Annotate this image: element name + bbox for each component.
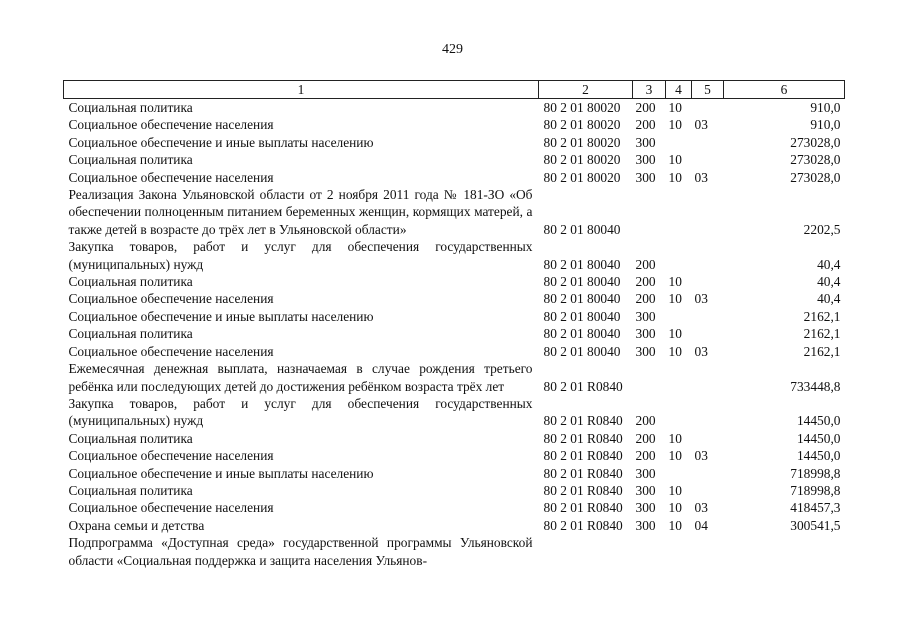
row-sum-cell: 40,4: [817, 274, 841, 290]
table-row: [64, 430, 845, 447]
row-code-cell: 80 2 01 R0840: [543, 500, 623, 516]
table-row: [64, 465, 845, 482]
row-code-cell: 80 2 01 R0840: [543, 430, 623, 446]
table-row: [64, 308, 845, 325]
row-col4-cell: [666, 534, 692, 569]
row-col4-cell: [666, 134, 692, 151]
budget-table: [63, 80, 845, 569]
row-col4-cell: [666, 395, 692, 430]
row-col3-cell: [633, 186, 666, 238]
table-row: [64, 273, 845, 290]
row-sum-cell: 718998,8: [790, 465, 841, 481]
header-cell-3: 3: [633, 81, 666, 99]
row-name-cell: Закупка товаров, работ и услуг для обеспечения государственных (муниципальных) нужд: [68, 239, 533, 272]
row-col5-cell: [692, 151, 724, 168]
row-col4-cell: [666, 308, 692, 325]
row-col5-cell: [692, 482, 724, 499]
row-col3-cell: 300: [635, 482, 656, 498]
row-code-cell: 80 2 01 R0840: [543, 448, 623, 464]
row-col4-cell: 10: [668, 448, 682, 464]
row-code-cell: 80 2 01 R0840: [543, 465, 623, 481]
row-col4-cell: [666, 465, 692, 482]
row-sum-cell: 273028,0: [790, 169, 841, 185]
row-col4-cell: 10: [668, 343, 682, 359]
row-col5-cell: [692, 273, 724, 290]
row-col5-cell: [692, 325, 724, 342]
row-sum-cell: 2162,1: [803, 343, 841, 359]
row-col5-cell: [692, 534, 724, 569]
table-row: [64, 534, 845, 569]
header-cell-2: 2: [539, 81, 633, 99]
row-code-cell: 80 2 01 80020: [543, 117, 621, 133]
table-row: [64, 238, 845, 273]
header-cell-5: 5: [692, 81, 724, 99]
row-col5-cell: 03: [694, 291, 708, 307]
row-code-cell: 80 2 01 80020: [543, 152, 621, 168]
row-sum-cell: 718998,8: [790, 482, 841, 498]
row-sum-cell: 418457,3: [790, 500, 841, 516]
row-col3-cell: 200: [635, 100, 656, 115]
row-code-cell: 80 2 01 80020: [543, 169, 621, 185]
row-sum-cell: 40,4: [817, 291, 841, 307]
row-sum-cell: 2162,1: [803, 308, 841, 324]
row-col3-cell: 300: [635, 134, 656, 150]
table-row: [64, 482, 845, 499]
table-row: [64, 325, 845, 342]
row-sum-cell: 40,4: [817, 256, 841, 272]
row-col5-cell: 03: [694, 169, 708, 185]
row-col4-cell: 10: [668, 326, 682, 342]
row-code-cell: 80 2 01 80040: [543, 291, 621, 307]
row-col5-cell: [692, 360, 724, 395]
row-col3-cell: 300: [635, 517, 656, 533]
row-name-cell: Социальное обеспечение населения: [68, 500, 274, 516]
row-col5-cell: 03: [694, 500, 708, 516]
row-sum-cell: 910,0: [810, 100, 841, 115]
table-body: [64, 99, 845, 569]
page-number: 429: [442, 42, 463, 57]
row-col4-cell: 10: [668, 500, 682, 516]
row-name-cell: Социальное обеспечение и иные выплаты населению: [68, 308, 374, 324]
row-col5-cell: 03: [694, 448, 708, 464]
row-name-cell: Подпрограмма «Доступная среда» государственной программы Ульяновской области «Социальная поддержка и защита населения Ульянов-: [68, 535, 533, 568]
row-code-cell: 80 2 01 R0840: [543, 413, 623, 429]
row-code-cell: 80 2 01 R0840: [543, 517, 623, 533]
row-sum-cell: 2202,5: [803, 221, 841, 237]
table-row: [64, 99, 845, 117]
row-name-cell: Социальная политика: [68, 152, 193, 168]
row-name-cell: Социальное обеспечение населения: [68, 117, 274, 133]
row-name-cell: Социальная политика: [68, 100, 193, 115]
table-row: [64, 360, 845, 395]
row-code-cell: 80 2 01 80040: [543, 221, 621, 237]
row-sum-cell: 273028,0: [790, 152, 841, 168]
row-col5-cell: [692, 395, 724, 430]
row-col5-cell: 04: [694, 517, 708, 533]
table-header-row: [64, 81, 845, 99]
row-col3-cell: 300: [635, 152, 656, 168]
table-row: [64, 151, 845, 168]
row-col3-cell: 300: [635, 308, 656, 324]
row-col3-cell: 200: [635, 117, 656, 133]
row-col5-cell: [692, 134, 724, 151]
row-col3-cell: 300: [635, 465, 656, 481]
table-row: [64, 134, 845, 151]
row-code-cell: 80 2 01 80040: [543, 274, 621, 290]
header-cell-6: 6: [724, 81, 845, 99]
row-name-cell: Ежемесячная денежная выплата, назначаемая в случае рождения третьего ребёнка или последующих детей до достижения ребёнком возраста трёх лет: [68, 361, 533, 394]
row-col3-cell: 300: [635, 500, 656, 516]
row-col4-cell: 10: [668, 430, 682, 446]
row-col3-cell: 200: [635, 256, 656, 272]
row-col5-cell: [692, 238, 724, 273]
row-col3-cell: [633, 360, 666, 395]
row-col4-cell: 10: [668, 117, 682, 133]
row-col5-cell: [692, 99, 724, 117]
table-row: [64, 116, 845, 133]
row-name-cell: Социальное обеспечение населения: [68, 448, 274, 464]
row-code-cell: 80 2 01 80040: [543, 256, 621, 272]
row-col4-cell: 10: [668, 517, 682, 533]
row-sum-cell: 273028,0: [790, 134, 841, 150]
row-name-cell: Социальная политика: [68, 274, 193, 290]
row-col4-cell: 10: [668, 100, 682, 115]
row-name-cell: Социальное обеспечение населения: [68, 343, 274, 359]
header-cell-1: 1: [64, 81, 539, 99]
row-col4-cell: 10: [668, 291, 682, 307]
row-col3-cell: [633, 534, 666, 569]
row-col3-cell: 200: [635, 413, 656, 429]
table-row: [64, 499, 845, 516]
row-col4-cell: [666, 186, 692, 238]
row-col5-cell: [692, 308, 724, 325]
table-row: [64, 447, 845, 464]
row-sum-cell: 14450,0: [796, 413, 841, 429]
row-name-cell: Социальное обеспечение населения: [68, 169, 274, 185]
row-code-cell: 80 2 01 80040: [543, 308, 621, 324]
row-name-cell: Социальное обеспечение и иные выплаты населению: [68, 465, 374, 481]
row-col5-cell: 03: [694, 343, 708, 359]
row-col3-cell: 200: [635, 430, 656, 446]
table-row: [64, 290, 845, 307]
row-code-cell: 80 2 01 R0840: [543, 482, 623, 498]
row-col5-cell: [692, 430, 724, 447]
row-code-cell: 80 2 01 80040: [543, 326, 621, 342]
row-code-cell: 80 2 01 R0840: [543, 378, 623, 394]
row-sum-cell: 2162,1: [803, 326, 841, 342]
row-sum-cell: 910,0: [810, 117, 841, 133]
row-code-cell: [539, 534, 633, 569]
row-col3-cell: 200: [635, 274, 656, 290]
row-code-cell: 80 2 01 80020: [543, 134, 621, 150]
row-col3-cell: 300: [635, 169, 656, 185]
row-sum-cell: 300541,5: [790, 517, 841, 533]
row-name-cell: Социальное обеспечение и иные выплаты населению: [68, 134, 374, 150]
row-name-cell: Социальная политика: [68, 482, 193, 498]
row-name-cell: Социальная политика: [68, 326, 193, 342]
table-row: [64, 395, 845, 430]
row-name-cell: Закупка товаров, работ и услуг для обеспечения государственных (муниципальных) нужд: [68, 395, 533, 429]
row-col5-cell: 03: [694, 117, 708, 133]
table-row: [64, 343, 845, 360]
row-name-cell: Охрана семьи и детства: [68, 517, 205, 533]
row-sum-cell: 14450,0: [796, 448, 841, 464]
row-name-cell: Реализация Закона Ульяновской области от 2 ноября 2011 года № 181-ЗО «Об обеспечении полноценным питанием беременных женщин, кормящих матерей, а также детей в возрасте до трёх лет в Ульяновской области»: [68, 187, 533, 237]
table-row: [64, 186, 845, 238]
row-sum-cell: 733448,8: [790, 378, 841, 394]
row-col4-cell: [666, 360, 692, 395]
row-col3-cell: 300: [635, 326, 656, 342]
row-code-cell: 80 2 01 80040: [543, 343, 621, 359]
row-col5-cell: [692, 186, 724, 238]
row-col3-cell: 200: [635, 291, 656, 307]
row-col4-cell: 10: [668, 274, 682, 290]
row-col3-cell: 300: [635, 343, 656, 359]
row-col4-cell: 10: [668, 152, 682, 168]
row-name-cell: Социальное обеспечение населения: [68, 291, 274, 307]
row-code-cell: 80 2 01 80020: [543, 100, 621, 115]
row-sum-cell: [724, 534, 845, 569]
table-row: [64, 517, 845, 534]
row-col4-cell: [666, 238, 692, 273]
row-col4-cell: 10: [668, 169, 682, 185]
row-col3-cell: 200: [635, 448, 656, 464]
table-row: [64, 169, 845, 186]
row-col4-cell: 10: [668, 482, 682, 498]
row-col5-cell: [692, 465, 724, 482]
row-name-cell: Социальная политика: [68, 430, 193, 446]
header-cell-4: 4: [666, 81, 692, 99]
row-sum-cell: 14450,0: [796, 430, 841, 446]
